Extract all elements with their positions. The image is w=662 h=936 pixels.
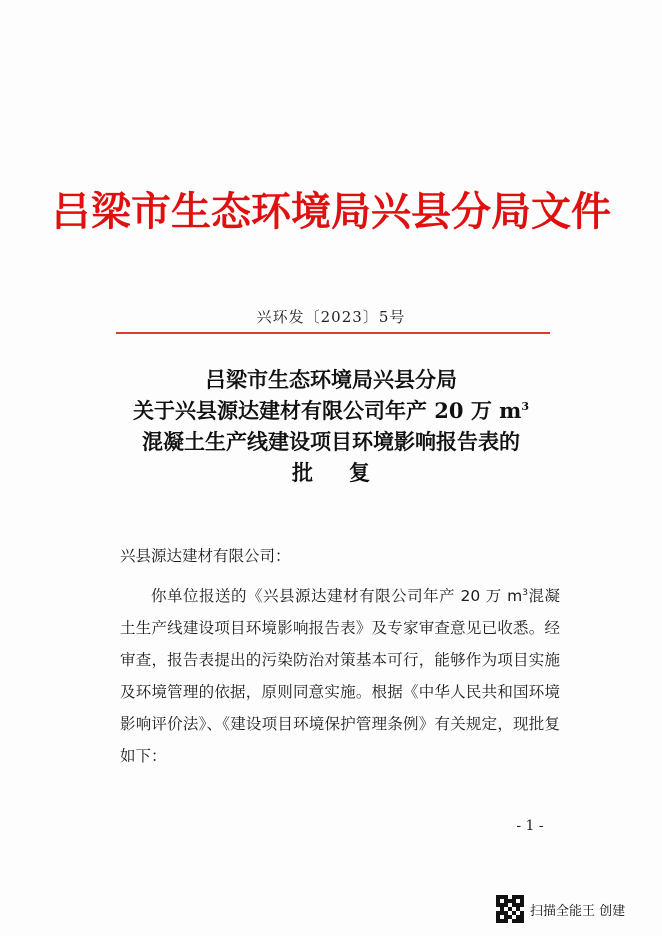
title-line-3: 混凝土生产线建设项目环境影响报告表的 bbox=[142, 429, 520, 454]
qr-code-icon bbox=[496, 895, 524, 923]
body-paragraph bbox=[120, 580, 560, 772]
body-paragraph-part-2: 混凝土生产线建设项目环境影响报告表》及专家审查意见已收悉。经审查，报告表提出的污染防治对策基本可行，能够作为项目实施及环境管理的依据，原则同意实施。根据《中华人民共和国环境影响评价法》、《建设项目环境保护管理条例》有关规定，现批复如下： bbox=[120, 587, 560, 765]
page-number: - 1 - bbox=[516, 818, 544, 834]
document-number: 兴环发〔2023〕5号 bbox=[256, 308, 406, 326]
body-superscript: 3 bbox=[522, 587, 528, 598]
document-title bbox=[0, 364, 662, 488]
title-line-2 bbox=[0, 395, 662, 426]
document-body bbox=[120, 540, 560, 772]
scanner-label: 扫描全能王 创建 bbox=[530, 903, 626, 919]
addressee: 兴县源达建材有限公司： bbox=[120, 547, 291, 565]
title-superscript: 3 bbox=[521, 400, 530, 413]
title-line-1: 吕梁市生态环境局兴县分局 bbox=[205, 367, 457, 392]
document-masthead: 吕梁市生态环境局兴县分局文件 bbox=[51, 188, 611, 235]
title-line-2-text: 关于兴县源达建材有限公司年产 20 万 m bbox=[132, 398, 522, 423]
scanner-watermark bbox=[496, 894, 625, 924]
title-line-4: 批复 bbox=[292, 460, 406, 485]
body-paragraph-part-1: 你单位报送的《兴县源达建材有限公司年产 20 万 m bbox=[151, 587, 523, 605]
red-divider bbox=[116, 332, 550, 334]
